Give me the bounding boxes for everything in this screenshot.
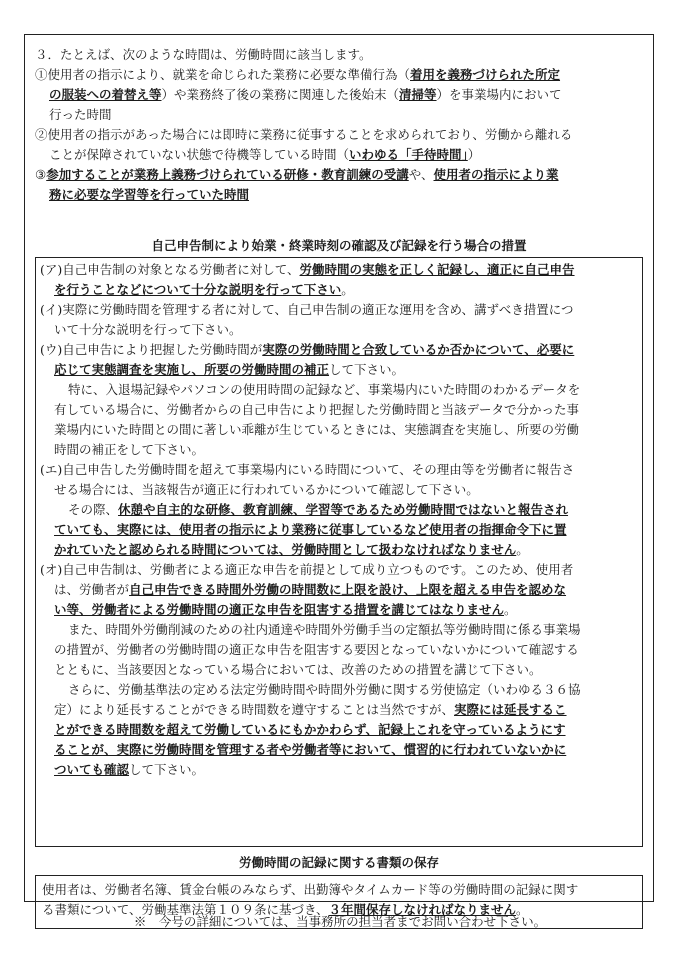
body-text: や、 [408, 167, 434, 182]
text-line [35, 105, 643, 125]
body-text: また、時間外労働削減のための社内通達や時間外労働手当の定額払等労働時間に係る事業場 [68, 622, 581, 637]
text-line [40, 340, 638, 360]
body-text: (ウ)自己申告により把握した労働時間が [40, 342, 263, 357]
body-text: (オ)自己申告制は、労働者による適正な申告を前提として成り立つものです。このため、使用者 [40, 562, 574, 577]
text-line [35, 65, 643, 85]
emphasis-text: 使用者の指示により業 [433, 167, 559, 182]
emphasis-text: 労働時間の実態を正しく記録し、適正に自己申告 [299, 262, 575, 277]
text-line [40, 500, 638, 520]
text-line [35, 85, 643, 105]
body-text: せる場合には、当該報告が適正に行われているかについて確認して下さい。 [54, 482, 479, 497]
text-line [35, 185, 643, 205]
self-report-measures-heading: 自己申告制により始業・終業時刻の確認及び記録を行う場合の措置 [151, 238, 527, 253]
emphasis-text: 参加することが業務上義務づけられている研修・教育訓練の受講 [46, 167, 409, 182]
footer-note: ※ 今号の詳細については、当事務所の担当者までお問い合わせ下さい。 [133, 914, 547, 929]
text-line [40, 380, 638, 400]
body-text: 業場内にいた時間との間に著しい乖離が生じているときには、実態調査を実施し、所要の労働 [54, 422, 580, 437]
body-text: 。 [516, 902, 529, 917]
text-line [40, 700, 638, 720]
body-text: る書類について、労働基準法第１０９条に基づき、 [42, 902, 329, 917]
text-line [40, 400, 638, 420]
emphasis-text: ３年間保存しなければなりません [328, 902, 517, 917]
body-text: (ア)自己申告制の対象となる労働者に対して、 [40, 262, 300, 277]
emphasis-text: 自己申告できる時間外労働の時間数に上限を設け、上限を超える申告を認めな [129, 582, 567, 597]
body-text: ②使用者の指示があった場合には即時に業務に従事することを求められており、労働から離れる [35, 127, 573, 142]
text-line [40, 460, 638, 480]
self-report-measures-box [35, 257, 643, 847]
body-text: 。 [504, 602, 517, 617]
text-line [40, 560, 638, 580]
body-text: ）を事業場内において [436, 87, 562, 102]
text-line [40, 540, 638, 560]
body-text: して下さい。 [329, 362, 405, 377]
text-line [40, 680, 638, 700]
emphasis-text: かれていたと認められる時間については、労働時間として扱わなければなりません [54, 542, 517, 557]
body-text: その際、 [68, 502, 119, 517]
body-text: ）や業務終了後の業務に関連した後始末（ [161, 87, 400, 102]
body-text: 。 [341, 282, 354, 297]
text-line [40, 260, 638, 280]
body-text: ①使用者の指示により、就業を命じられた業務に必要な準備行為（ [35, 67, 411, 82]
emphasis-text: ていても、実際には、使用者の指示により業務に従事しているなど使用者の指揮命令下に置 [54, 522, 567, 537]
text-line [40, 660, 638, 680]
text-line [40, 640, 638, 660]
body-text: して下さい。 [129, 762, 205, 777]
emphasis-text: い等、労働者による労働時間の適正な申告を阻害する措置を講じてはなりません [54, 602, 505, 617]
emphasis-text: 務に必要な学習等を行っていた時間 [49, 187, 250, 202]
emphasis-text: いわゆる「手待時間」 [349, 147, 468, 162]
text-line [35, 45, 643, 65]
text-line [35, 165, 643, 185]
body-text: 時間の補正をして下さい。 [54, 442, 205, 457]
record-retention-heading: 労働時間の記録に関する書類の保存 [238, 855, 439, 870]
text-line [40, 440, 638, 460]
text-line [40, 360, 638, 380]
emphasis-text: 着用を義務づけられた所定 [410, 67, 561, 82]
text-line [42, 880, 638, 900]
emphasis-text: ることが、実際に労働時間を管理する者や労働者等において、慣習的に行われていないかに [54, 742, 567, 757]
emphasis-text: の服装への着替え等 [49, 87, 162, 102]
emphasis-text: を行うことなどについて十分な説明を行って下さい [54, 282, 342, 297]
body-text: さらに、労働基準法の定める法定労働時間や時間外労働に関する労使協定（いわゆる３６協 [68, 682, 581, 697]
text-line [40, 320, 638, 340]
body-text: いて十分な説明を行って下さい。 [54, 322, 242, 337]
body-text: 有している場合に、労働者からの自己申告により把握した労働時間と当該データで分かった事 [54, 402, 580, 417]
body-text: 特に、入退場記録やパソコンの使用時間の記録など、事業場内にいた時間のわかるデータを [68, 382, 581, 397]
emphasis-text: 休憩や自主的な研修、教育訓練、学習等であるため労働時間ではないと報告され [118, 502, 569, 517]
text-line [40, 600, 638, 620]
body-text: 。 [516, 542, 529, 557]
emphasis-text: ついても確認 [54, 762, 130, 777]
body-text: は、労働者が [54, 582, 130, 597]
text-line [35, 125, 643, 145]
emphasis-text: 実際の労働時間と合致しているか否かについて、必要に [262, 342, 575, 357]
emphasis-text: 応じて実態調査を実施し、所要の労働時間の補正 [54, 362, 330, 377]
text-line [40, 480, 638, 500]
body-text: 行った時間 [49, 107, 112, 122]
text-line [40, 280, 638, 300]
text-line [35, 145, 643, 165]
text-line [40, 580, 638, 600]
emphasis-text: 清掃等 [399, 87, 437, 102]
section-3-working-time-examples [35, 45, 643, 205]
body-text: とともに、当該要因となっている場合においては、改善のための措置を講じて下さい。 [54, 662, 542, 677]
text-line [40, 620, 638, 640]
body-text: ③ [35, 167, 47, 182]
emphasis-text: とができる時間数を超えて労働しているにもかかわらず、記録上これを守っているようにす [54, 722, 566, 737]
body-text: ） [467, 147, 481, 162]
emphasis-text: 実際には延長するこ [454, 702, 567, 717]
body-text: 使用者は、労働者名簿、賃金台帳のみならず、出勤簿やタイムカード等の労働時間の記録に関す [42, 882, 579, 897]
text-line [40, 420, 638, 440]
body-text: の措置が、労働者の労働時間の適正な申告を阻害する要因となっていないかについて確認する [54, 642, 579, 657]
text-line [40, 520, 638, 540]
text-line [40, 740, 638, 760]
text-line [40, 720, 638, 740]
body-text: 定）により延長することができる時間数を遵守することは当然ですが、 [54, 702, 455, 717]
body-text: (イ)実際に労働時間を管理する者に対して、自己申告制の適正な運用を含め、講ずべき措置につ [40, 302, 574, 317]
text-line [40, 300, 638, 320]
text-line [40, 760, 638, 780]
document-frame [24, 34, 654, 917]
body-text: (エ)自己申告した労働時間を超えて事業場内にいる時間について、その理由等を労働者に報告さ [40, 462, 575, 477]
body-text: ことが保障されていない状態で待機等している時間（ [49, 147, 350, 162]
body-text: ３．たとえば、次のような時間は、労働時間に該当します。 [35, 47, 372, 62]
